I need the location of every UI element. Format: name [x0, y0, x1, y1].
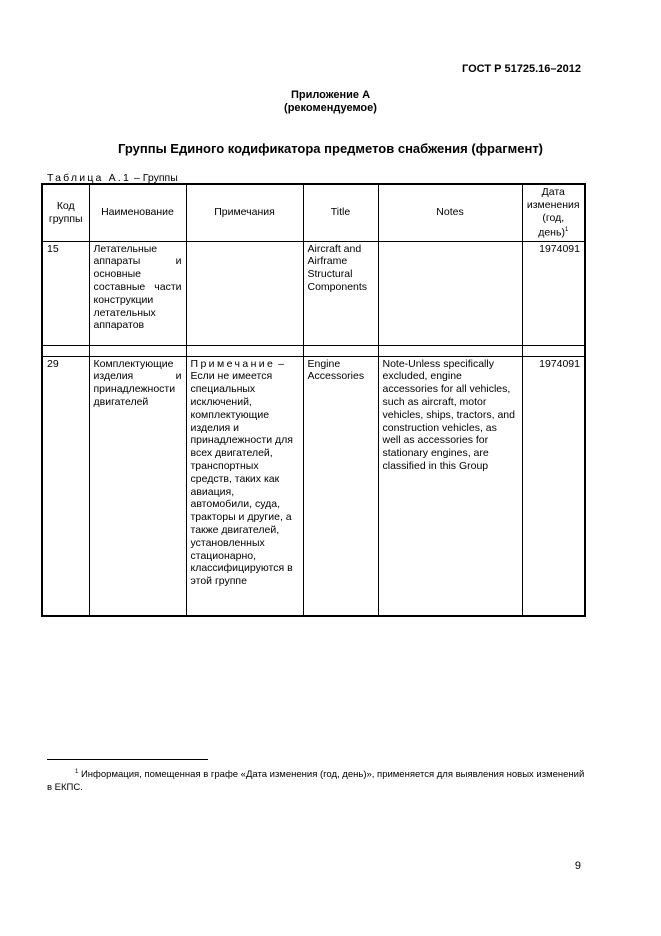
- annex-title: Приложение А: [290, 89, 371, 101]
- footnote-text: Информация, помещенная в графе «Дата изменения (год, день)», применяется для выявления новых изменений в ЕКПС.: [47, 769, 585, 794]
- footnote-number: 1: [75, 769, 79, 775]
- table-header-row: [42, 184, 585, 241]
- page-number: 9: [574, 860, 581, 872]
- table-caption-dash: –: [131, 172, 143, 184]
- header-date-text: Дата изменения (год, день): [526, 186, 580, 239]
- header-name: Наименование: [89, 184, 186, 241]
- table-spacer-row: [42, 345, 585, 356]
- footnote: [47, 766, 587, 794]
- document-code: ГОСТ Р 51725.16–2012: [462, 63, 581, 75]
- table-caption-label: Таблица А.1: [47, 172, 132, 184]
- header-code: Код группы: [42, 184, 89, 241]
- cell-notes-ru-label: Примечание: [190, 357, 276, 370]
- cell-name: Комплектующие изделия и принадлежности двигателей: [89, 356, 186, 616]
- cell-notes-ru: [186, 356, 303, 616]
- header-title: Title: [303, 184, 378, 241]
- cell-notes-en: Note-Unless specifically excluded, engine accessories for all vehicles, such as aircraft, motor vehicles, ships, tractors, and construction vehicles, as well as accessories for stationary engines, are classified in this Group: [378, 356, 522, 616]
- cell-name: Летательные аппараты и основные составные части конструкции летательных аппаратов: [89, 241, 186, 345]
- header-notes-en: Notes: [378, 184, 522, 241]
- table-caption-name: Группы: [142, 172, 178, 184]
- table-row: [42, 356, 585, 616]
- cell-notes-ru-text: – Если не имеется специальных исключений, комплектующие изделия и принадлежности для всех двигателей, транспортных средств, таких как авиация, автомобили, суда, тракторы и другие, а также двигателей, установленных стационарно, классифицируются в этой группе: [190, 357, 293, 588]
- header-notes-ru: Примечания: [186, 184, 303, 241]
- cell-code: 29: [42, 356, 89, 616]
- annex-heading: [0, 89, 661, 115]
- footnote-divider: [47, 759, 208, 760]
- cell-title: Engine Accessories: [303, 356, 378, 616]
- annex-status: (рекомендуемое): [284, 102, 377, 114]
- cell-notes-ru: [186, 241, 303, 345]
- table-row: [42, 241, 585, 345]
- cell-title: Aircraft and Airframe Structural Components: [303, 241, 378, 345]
- cell-code: 15: [42, 241, 89, 345]
- cell-date: 1974091: [522, 241, 585, 345]
- footnote-mark: 1: [564, 227, 569, 234]
- cell-date: 1974091: [522, 356, 585, 616]
- cell-notes-en: [378, 241, 522, 345]
- document-title: Группы Единого кодификатора предметов снабжения (фрагмент): [117, 141, 544, 156]
- groups-table: [41, 183, 586, 617]
- header-date: [522, 184, 585, 241]
